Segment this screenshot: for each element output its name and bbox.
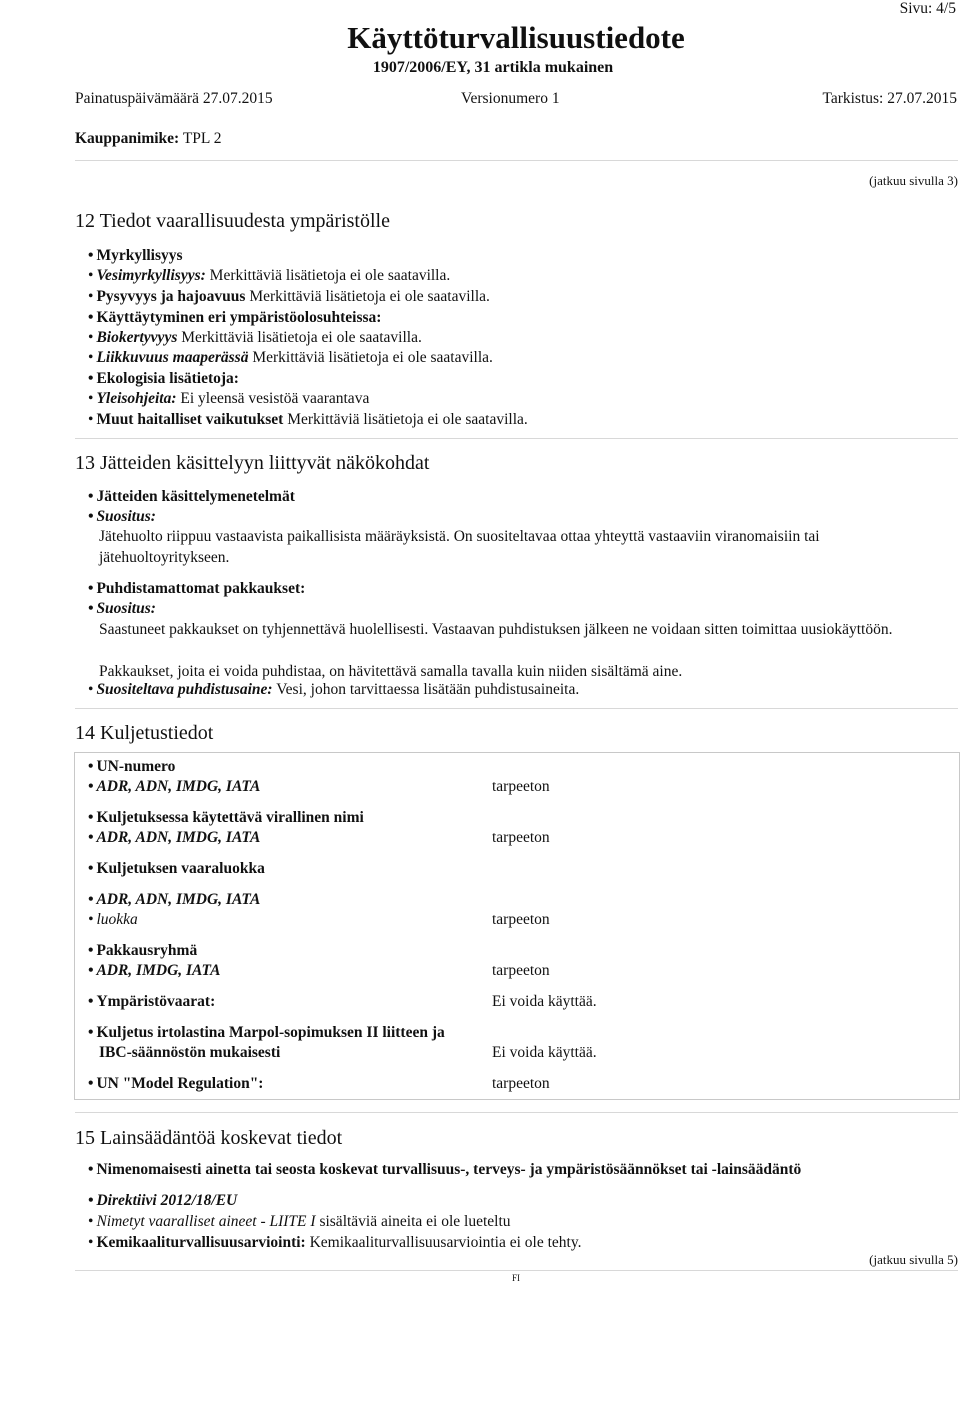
section-13-title: 13 Jätteiden käsittelyyn liittyvät näkökohdat <box>75 452 430 474</box>
section-14-divider <box>75 1112 958 1113</box>
packing-group-value: tarpeeton <box>492 962 550 979</box>
behaviour-heading: • Käyttäytyminen eri ympäristöolosuhteissa: <box>88 308 381 327</box>
hazard-class-regulations: • ADR, ADN, IMDG, IATA <box>88 890 260 909</box>
un-number-value: tarpeeton <box>492 778 550 795</box>
recommendation-2-label: • Suositus: <box>88 599 156 618</box>
packing-group-regulations: • ADR, IMDG, IATA <box>88 961 220 980</box>
document-title: Käyttöturvallisuustiedote <box>347 20 685 55</box>
directive: • Direktiivi 2012/18/EU <box>88 1191 237 1210</box>
model-regulation: • UN "Model Regulation": <box>88 1074 263 1093</box>
recommendation-label: • Suositus: <box>88 507 156 526</box>
continued-to: (jatkuu sivulla 5) <box>869 1252 958 1267</box>
section-12-divider <box>75 438 958 439</box>
section-13-divider <box>75 708 958 709</box>
bioaccumulation: • Biokertyvyys Merkittäviä lisätietoja ei ole saatavilla. <box>88 328 422 347</box>
packing-group-heading: • Pakkausryhmä <box>88 941 197 960</box>
un-number-heading: • UN-numero <box>88 757 175 776</box>
bulk-transport-line-1: • Kuljetus irtolastina Marpol-sopimuksen II liitteen ja <box>88 1023 445 1042</box>
recommendation-text: Jätehuolto riippuu vastaavista paikallisista määräyksistä. On suositeltavaa ottaa yhteyttä vastaaviin viranomaisiin tai jätehuoltoyritykseen. <box>99 528 820 566</box>
footer-divider <box>75 1270 958 1271</box>
waste-methods-heading: • Jätteiden käsittelymenetelmät <box>88 487 295 506</box>
revision-date: Tarkistus: 27.07.2015 <box>822 90 957 107</box>
section-12-title: 12 Tiedot vaarallisuudesta ympäristölle <box>75 210 390 232</box>
section-15-title: 15 Lainsäädäntöä koskevat tiedot <box>75 1127 343 1149</box>
version-number: Versionumero 1 <box>461 90 560 107</box>
un-number-regulations: • ADR, ADN, IMDG, IATA <box>88 777 260 796</box>
uncleaned-packaging-heading: • Puhdistamattomat pakkaukset: <box>88 579 305 598</box>
class-label: • luokka <box>88 910 138 929</box>
general-notes: • Yleisohjeita: Ei yleensä vesistöä vaarantava <box>88 389 369 408</box>
recommendation-2-text-1: Saastuneet pakkaukset on tyhjennettävä huolellisesti. Vastaavan puhdistuksen jälkeen ne voidaan sitten toimittaa uusiokäyttöön. <box>99 621 893 638</box>
cleaning-agent: • Suositeltava puhdistusaine: Vesi, johon tarvittaessa lisätään puhdistusaineita. <box>88 680 579 699</box>
hazard-class-heading: • Kuljetuksen vaaraluokka <box>88 859 265 878</box>
environmental-hazards-value: Ei voida käyttää. <box>492 993 597 1010</box>
recommendation-2-text-2: Pakkaukset, joita ei voida puhdistaa, on hävitettävä samalla tavalla kuin niiden sisältämä aine. <box>99 663 683 680</box>
chemical-safety-assessment: • Kemikaaliturvallisuusarviointi: Kemikaaliturvallisuusarviointia ei ole tehty. <box>88 1233 581 1252</box>
class-value: tarpeeton <box>492 911 550 928</box>
model-regulation-value: tarpeeton <box>492 1075 550 1092</box>
print-date: Painatuspäivämäärä 27.07.2015 <box>75 90 273 107</box>
toxicity-heading: • Myrkyllisyys <box>88 246 183 265</box>
shipping-name-heading: • Kuljetuksessa käytettävä virallinen nimi <box>88 808 364 827</box>
page-number: Sivu: 4/5 <box>899 0 956 17</box>
specific-legislation: • Nimenomaisesti ainetta tai seosta koskevat turvallisuus-, terveys- ja ympäristösäännökset tai -lainsäädäntö <box>88 1160 801 1179</box>
trade-name <box>75 130 221 148</box>
document-subtitle: 1907/2006/EY, 31 artikla mukainen <box>372 59 614 76</box>
continued-from: (jatkuu sivulla 3) <box>869 173 958 188</box>
trade-name-label: Kauppanimike: <box>75 130 180 147</box>
shipping-name-value: tarpeeton <box>492 829 550 846</box>
aquatic-toxicity: • Vesimyrkyllisyys: Merkittäviä lisätietoja ei ole saatavilla. <box>88 266 450 285</box>
section-14-title: 14 Kuljetustiedot <box>75 722 214 744</box>
eco-info-heading: • Ekologisia lisätietoja: <box>88 369 239 388</box>
trade-name-value: TPL 2 <box>182 130 222 147</box>
soil-mobility: • Liikkuvuus maaperässä Merkittäviä lisätietoja ei ole saatavilla. <box>88 348 493 367</box>
language-code: FI <box>511 1273 520 1283</box>
bulk-transport-value: Ei voida käyttää. <box>492 1044 597 1061</box>
bulk-transport-line-2: IBC-säännöstön mukaisesti <box>99 1044 281 1061</box>
shipping-name-regulations: • ADR, ADN, IMDG, IATA <box>88 828 260 847</box>
named-substances: • Nimetyt vaaralliset aineet - LIITE I sisältäviä aineita ei ole lueteltu <box>88 1212 511 1231</box>
persistence: • Pysyvyys ja hajoavuus Merkittäviä lisätietoja ei ole saatavilla. <box>88 287 490 306</box>
header-divider <box>75 160 958 161</box>
environmental-hazards: • Ympäristövaarat: <box>88 992 215 1011</box>
other-effects: • Muut haitalliset vaikutukset Merkittäviä lisätietoja ei ole saatavilla. <box>88 410 528 429</box>
